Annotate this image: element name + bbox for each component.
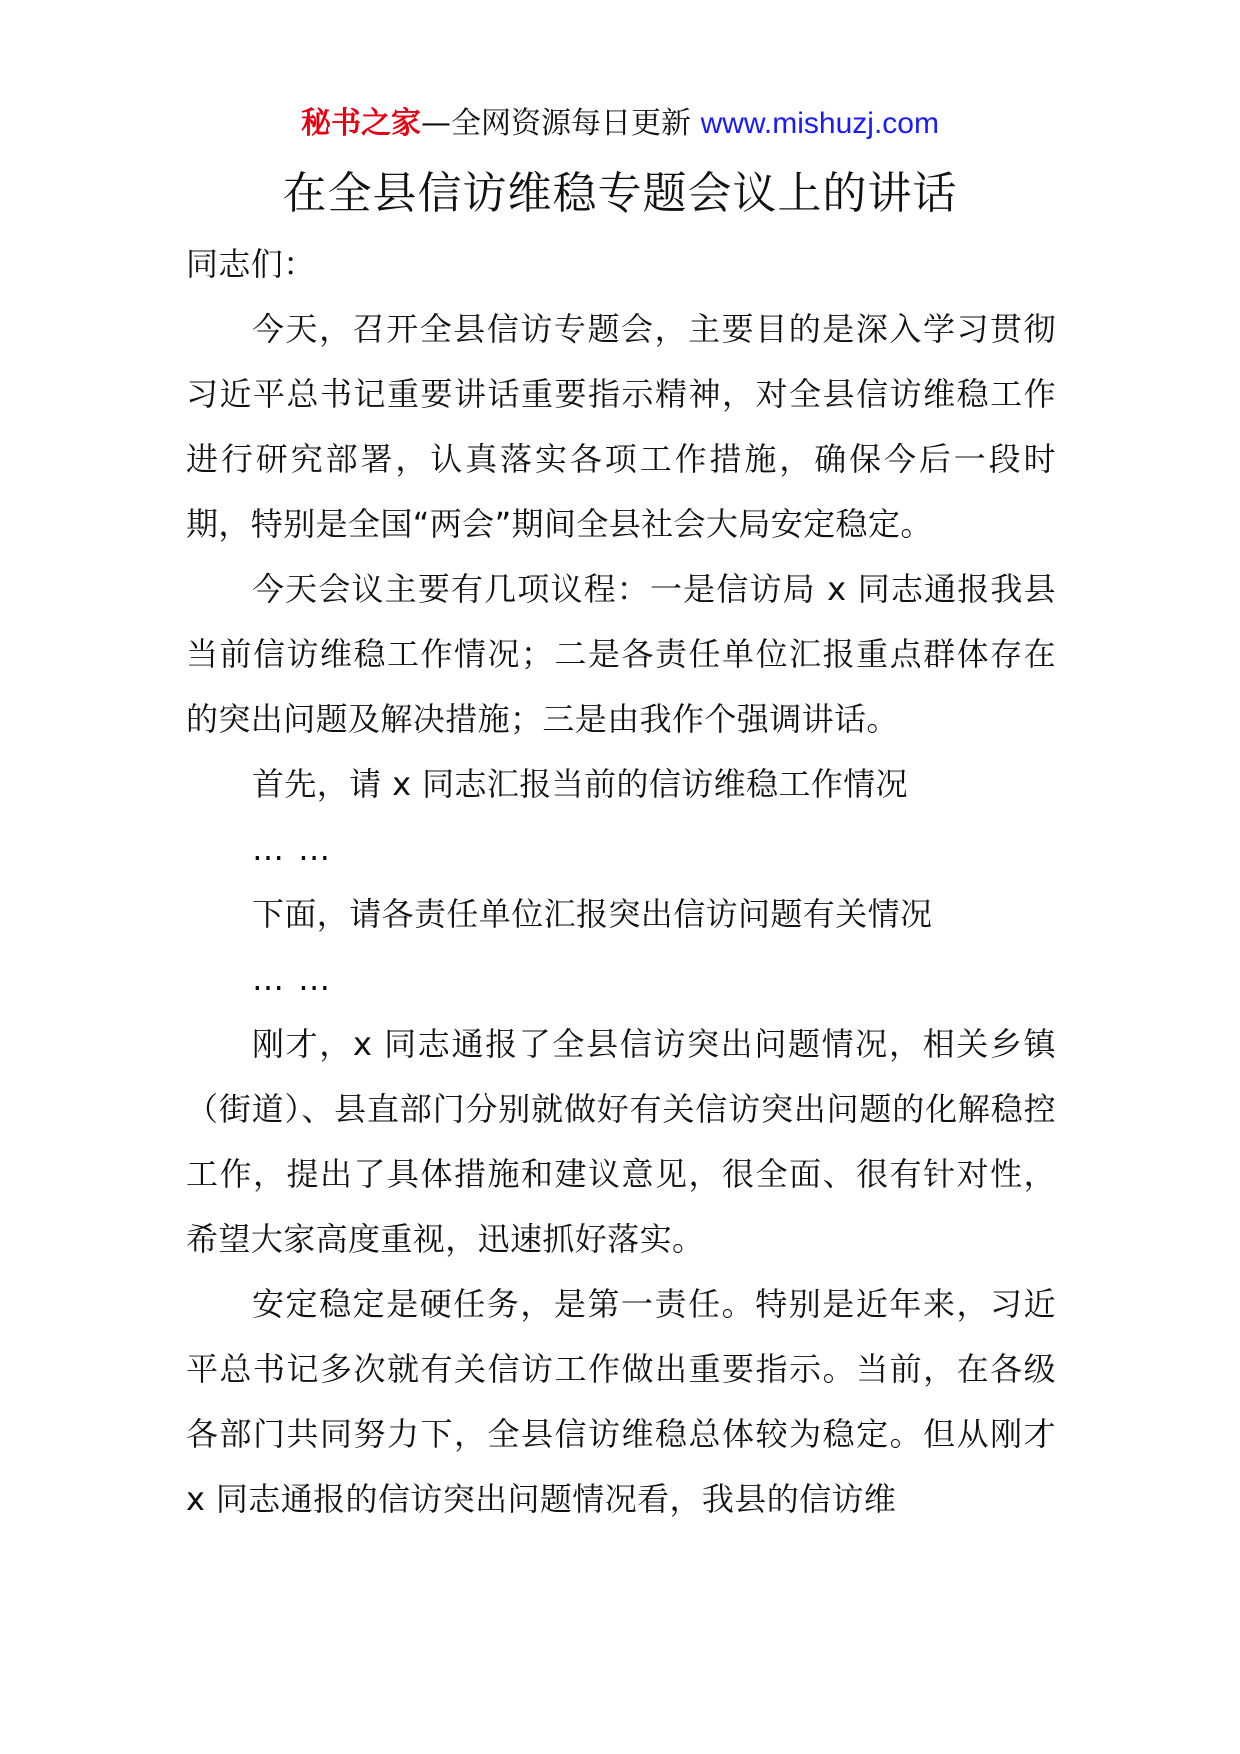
ellipsis-line: … … (252, 960, 333, 998)
body-paragraph: 今天会议主要有几项议程：一是信访局 x 同志通报我县当前信访维稳工作情况；二是各责任单位汇报重点群体存在的突出问题及解决措施；三是由我作个强调讲话。 (186, 570, 1056, 738)
salutation: 同志们： (186, 245, 316, 283)
ellipsis-line: … … (252, 830, 333, 868)
body-paragraph: 安定稳定是硬任务，是第一责任。特别是近年来，习近平总书记多次就有关信访工作做出重要指示。当前，在各级各部门共同努力下，全县信访维稳总体较为稳定。但从刚才 x 同志通报的信访突出问题情况看，我县的信访维 (186, 1285, 1056, 1518)
banner-brand: 秘书之家 (301, 106, 422, 141)
document-body (186, 232, 1056, 1532)
site-banner (0, 100, 1240, 148)
banner-url-link[interactable]: www.mishuzj.com (700, 107, 939, 140)
body-paragraph: 下面，请各责任单位汇报突出信访问题有关情况 (252, 895, 933, 933)
banner-slogan: —全网资源每日更新 (421, 106, 692, 141)
body-paragraph: 首先，请 x 同志汇报当前的信访维稳工作情况 (252, 765, 909, 803)
document-title: 在全县信访维稳专题会议上的讲话 (282, 168, 958, 219)
body-paragraph: 刚才，x 同志通报了全县信访突出问题情况，相关乡镇（街道）、县直部门分别就做好有关信访突出问题的化解稳控工作，提出了具体措施和建议意见，很全面、很有针对性，希望大家高度重视，迅速抓好落实。 (186, 1025, 1056, 1258)
body-paragraph: 今天，召开全县信访专题会，主要目的是深入学习贯彻习近平总书记重要讲话重要指示精神，对全县信访维稳工作进行研究部署，认真落实各项工作措施，确保今后一段时期，特别是全国“两会”期间全县社会大局安定稳定。 (186, 310, 1056, 543)
